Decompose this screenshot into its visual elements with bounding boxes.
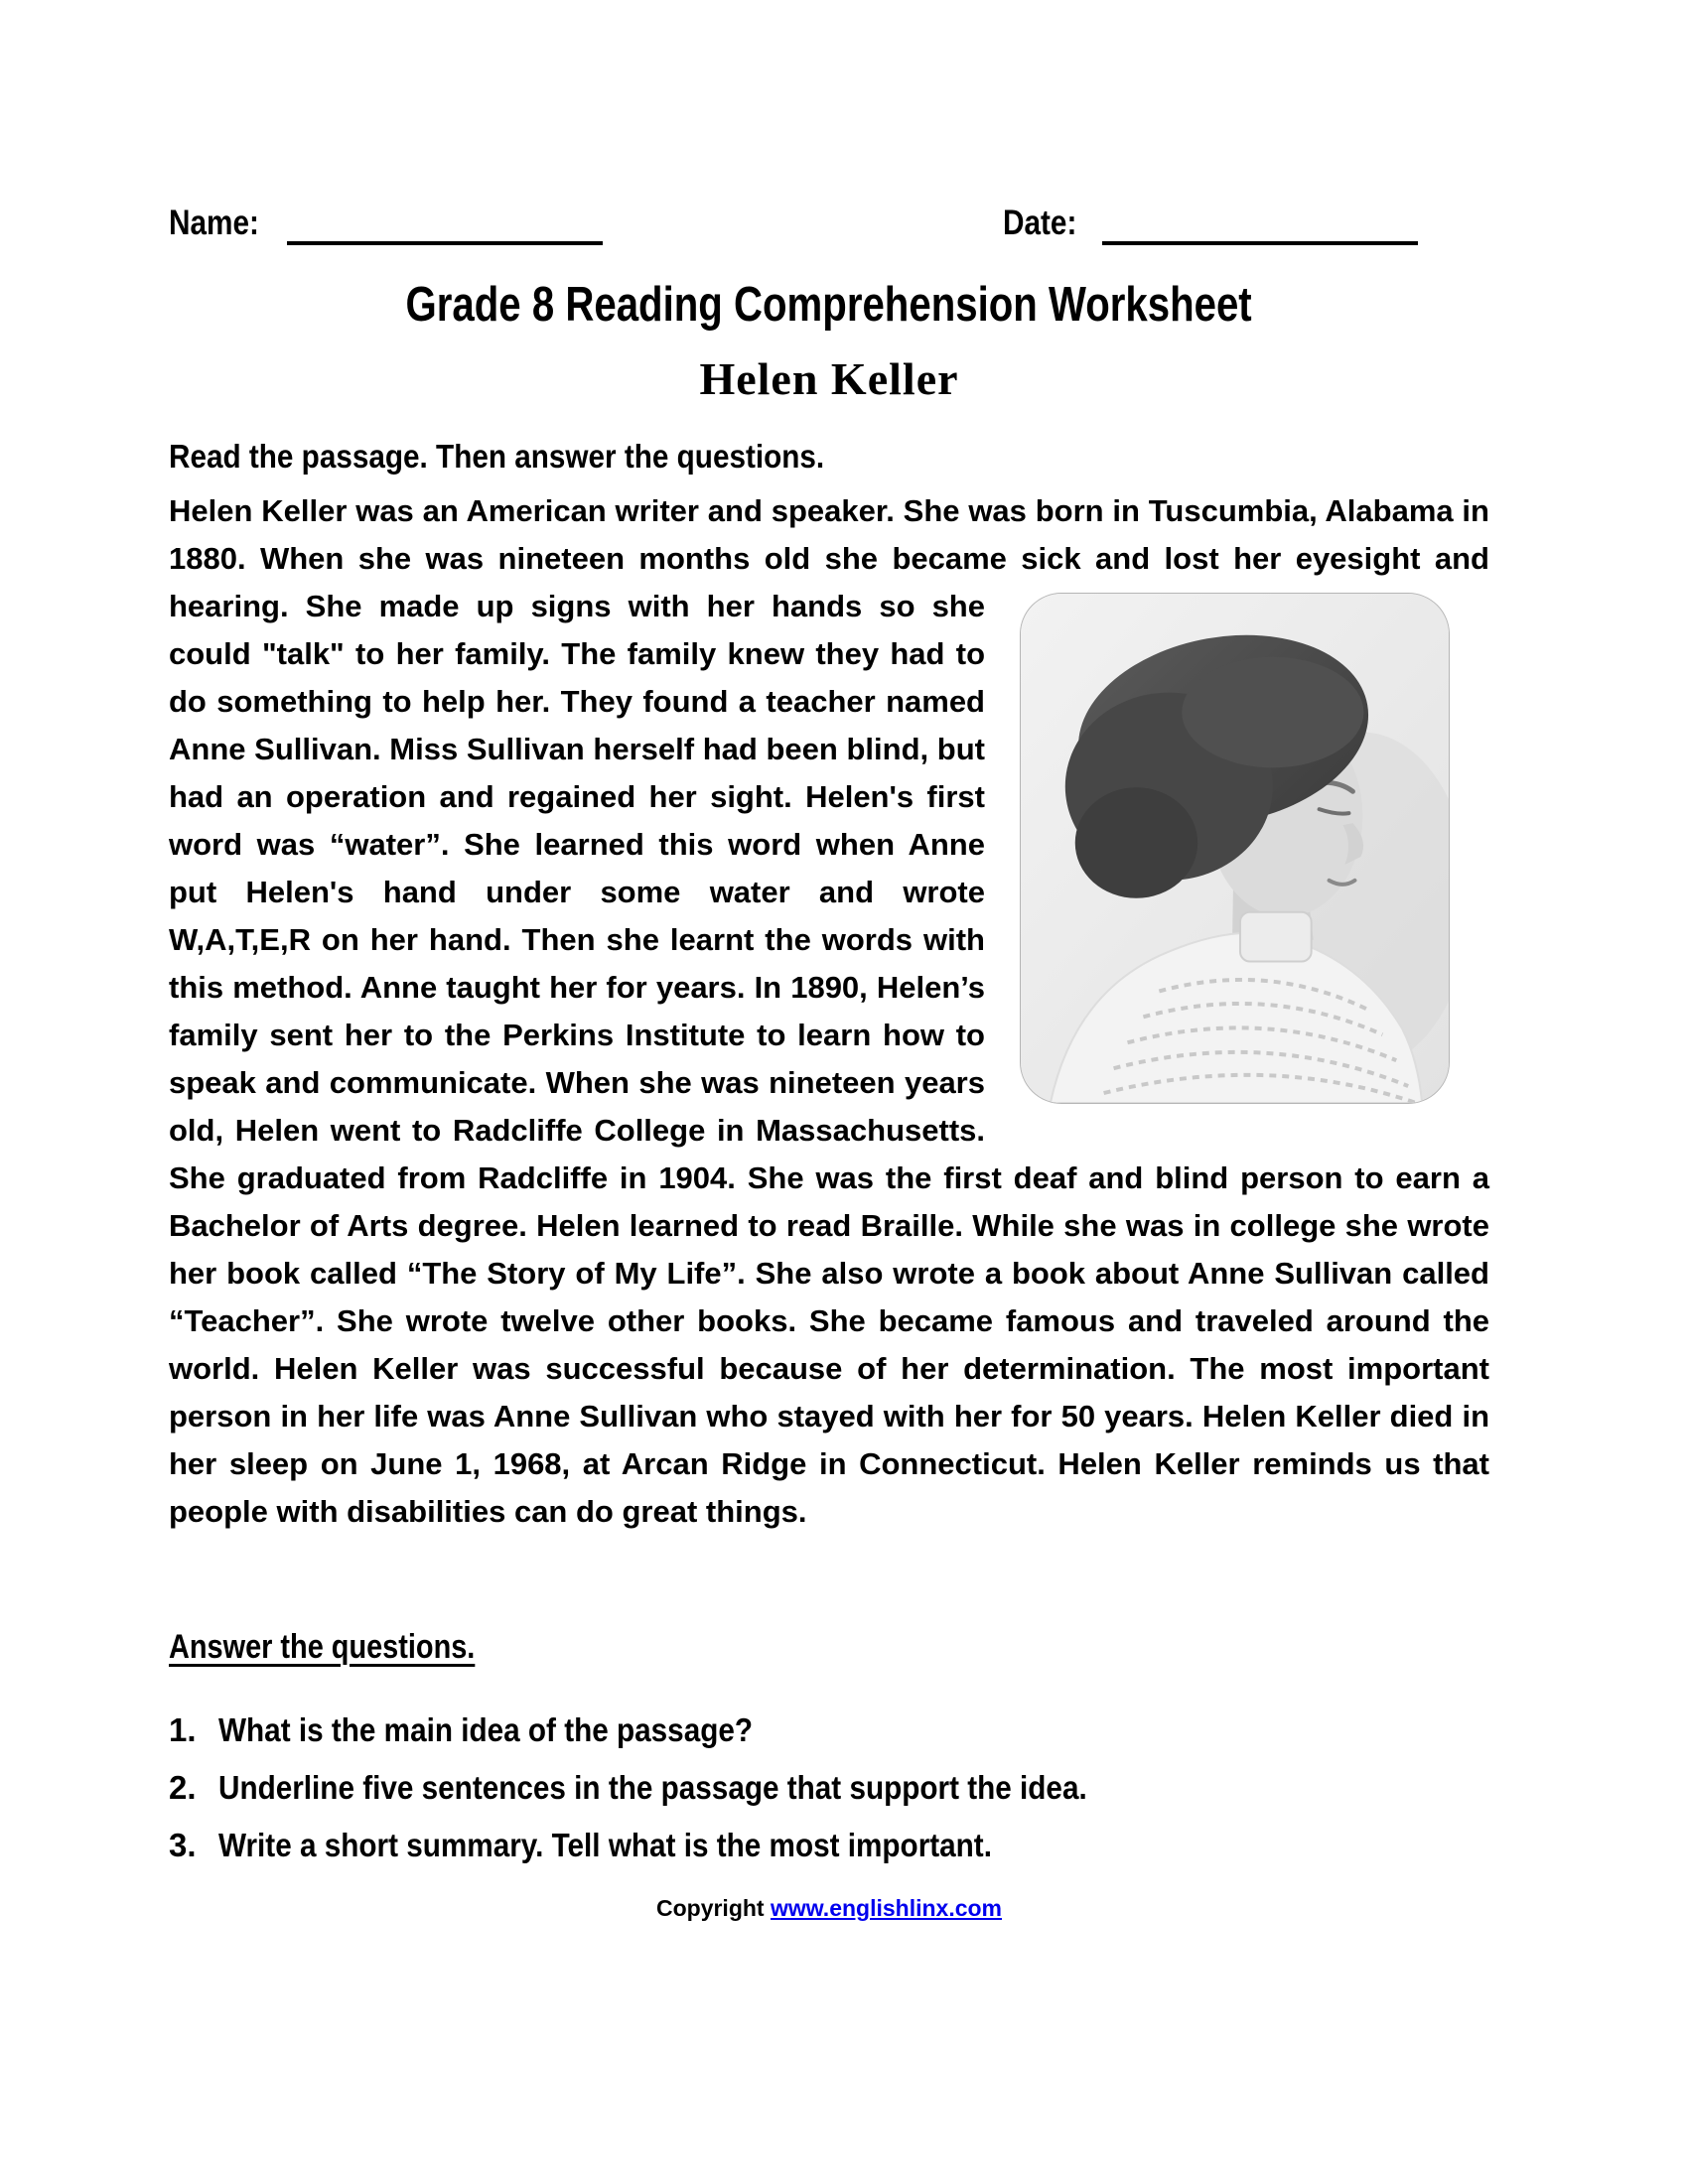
name-field-group — [169, 204, 603, 243]
instruction-wrap — [169, 436, 1489, 478]
helen-keller-photo — [1020, 593, 1450, 1104]
instruction-text: Read the passage. Then answer the questions. — [169, 438, 825, 475]
date-blank-line — [1102, 235, 1418, 245]
question-item-2 — [169, 1764, 1489, 1812]
copyright-link[interactable]: www.englishlinx.com — [770, 1895, 1003, 1921]
passage — [169, 487, 1489, 1536]
name-date-row — [169, 204, 1489, 243]
question-number: 2. — [169, 1769, 197, 1806]
passage-text-intro: Helen Keller was an American writer and speaker. She was born in Tuscumbia, Alabama in 1880. When she was nineteen months old she became sick and lost — [169, 493, 1489, 576]
question-number: 3. — [169, 1827, 197, 1863]
question-number: 1. — [169, 1711, 197, 1748]
passage-text-rest: her eyesight and hearing. She made up signs with her hands so she could "talk" to her family. The family knew they had to do something to help her. They found a teacher named Anne Sullivan. Miss Sullivan herself had been blind, but had an operation and regained her sight. Helen's first word was “water”. She learned this word when Anne put Helen's hand under some water and wrote W,A,T,E,R on her hand. Then she learnt the words with this method. Anne taught her for years. In 1890, Helen’s family sent her to the Perkins Institute to learn how to speak and communicate. When she was nineteen years old, Helen went to Radcliffe College in Massachusetts. She graduated from Radcliffe in 1904. She was the first deaf and blind person to earn a Bachelor of Arts degree. Helen learned to read Braille. While she was in college she wrote her book called “The Story of My Life”. She also wrote a book about Anne Sullivan called “Teacher”. She wrote twelve other books. She became famous and traveled around the world. Helen Keller was successful because of her determination. The most important person in her life was Anne Sullivan who stayed with her for 50 years. Helen Keller died in her sleep on June 1, 1968, at Arcan Ridge in Connecticut. Helen Keller reminds us that people with disabilities can do great things. — [169, 541, 1489, 1529]
date-label: Date: — [1003, 204, 1077, 242]
question-item-1 — [169, 1706, 1489, 1754]
question-text: Underline five sentences in the passage that support the idea. — [218, 1769, 1087, 1806]
question-item-3 — [169, 1822, 1489, 1869]
passage-title: Helen Keller — [699, 353, 959, 404]
questions-heading: Answer the questions. — [169, 1628, 476, 1666]
question-text: Write a short summary. Tell what is the most important. — [218, 1827, 992, 1863]
questions-list — [169, 1706, 1489, 1869]
copyright-label: Copyright — [655, 1895, 771, 1921]
footer — [169, 1893, 1489, 1923]
name-blank-line — [287, 235, 603, 245]
date-field-group — [1003, 204, 1418, 243]
title-wrap — [169, 279, 1489, 331]
questions-heading-wrap — [169, 1625, 1489, 1669]
name-label: Name: — [169, 204, 259, 242]
question-text: What is the main idea of the passage? — [218, 1711, 754, 1748]
helen-keller-portrait-illustration — [1021, 594, 1449, 1103]
page-title: Grade 8 Reading Comprehension Worksheet — [405, 278, 1253, 332]
